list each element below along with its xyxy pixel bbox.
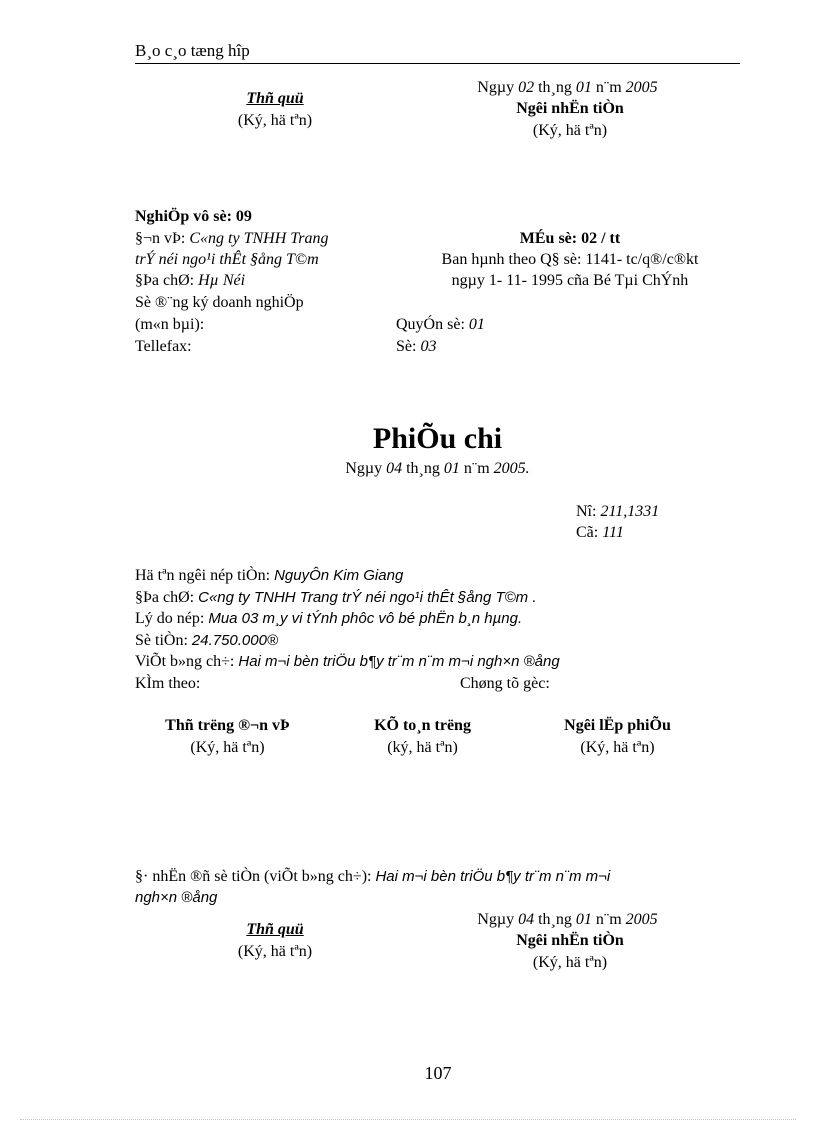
date-label: Ngµy [477, 79, 515, 96]
date-month: 01 [575, 79, 592, 96]
form-number: MÉu sè: 02 / tt [519, 230, 621, 247]
page-edge-divider [20, 1119, 796, 1120]
address-label: §Þa chØ: [135, 272, 195, 289]
header-rule [135, 63, 740, 64]
number-label: Sè: [396, 338, 417, 355]
date-year: 2005 [625, 79, 658, 96]
date-year: 2005. [493, 460, 530, 477]
receiver-title: Ngêi nhËn tiÒn [516, 100, 624, 117]
reason-label: Lý do nép: [135, 610, 205, 627]
treasurer-title: Thñ quü [246, 921, 304, 938]
bottom-date [460, 911, 675, 929]
amount-value: 24.750.000® [191, 632, 279, 649]
issued-by-line-1: Ban hµnh theo Q§ sè: 1141- tc/q®/c®kt [441, 251, 699, 268]
date-day: 04 [518, 911, 535, 928]
voucher-date [300, 460, 575, 478]
treasurer-title: Thñ quü [246, 90, 304, 107]
date-label: n¨m [595, 911, 622, 928]
receiver-sign-note: (Ký, hä tªn) [532, 122, 608, 139]
company-address [135, 272, 245, 290]
received-label: §· nhËn ®ñ sè tiÒn (viÕt b»ng ch÷): [135, 868, 372, 885]
signature-note-director: (Ký, hä tªn) [190, 739, 265, 756]
date-label: n¨m [595, 79, 622, 96]
unit-line-2: trÝ néi ngo¹i thÊt §ång T©m [135, 251, 319, 268]
address-value: C«ng ty TNHH Trang trÝ néi ngo¹i thÊt §ång T©m . [198, 589, 537, 606]
number-value: 03 [420, 338, 437, 355]
received-line-2: ngh×n ®ång [135, 889, 218, 906]
receiver-title: Ngêi nhËn tiÒn [516, 932, 624, 949]
unit-line-1 [135, 230, 329, 248]
detail-address-line [135, 589, 537, 607]
signature-note-preparer: (Ký, hä tªn) [580, 739, 655, 756]
unit-label: §¬n vÞ: [135, 230, 186, 247]
date-label: th¸ng [538, 79, 572, 96]
running-title: B¸o c¸o tæng hîp [135, 41, 250, 60]
top-date [460, 79, 675, 97]
received-line-1 [135, 868, 610, 886]
reason-value: Mua 03 m¸y vi tÝnh phôc vô bé phËn b¸n hµng. [208, 610, 523, 627]
address-label: §Þa chØ: [135, 589, 195, 606]
book-label: QuyÓn sè: [396, 316, 465, 333]
voucher-number [396, 338, 436, 356]
date-label: th¸ng [538, 911, 572, 928]
date-day: 02 [518, 79, 535, 96]
date-label: Ngµy [477, 911, 515, 928]
credit-account [576, 524, 624, 542]
debit-label: Nî: [576, 503, 597, 520]
reason-line [135, 610, 522, 628]
payee-value: NguyÔn Kim Giang [274, 567, 404, 584]
voucher-title: PhiÕu chi [372, 422, 503, 455]
date-year: 2005 [625, 911, 658, 928]
receiver-sign-note: (Ký, hä tªn) [532, 954, 608, 971]
date-month: 01 [443, 460, 460, 477]
payee-line [135, 567, 403, 585]
debit-value: 211,1331 [600, 503, 660, 520]
book-value: 01 [468, 316, 485, 333]
date-month: 01 [575, 911, 592, 928]
signature-title-director: Thñ trëng ®¬n vÞ [165, 717, 290, 734]
profession-number: NghiÖp vô sè: 09 [135, 208, 252, 225]
page-number: 107 [424, 1063, 452, 1083]
date-label: n¨m [463, 460, 490, 477]
treasurer-sign-note: (Ký, hä tªn) [237, 112, 313, 129]
words-value: Hai m¬i bèn triÖu b¶y tr¨m n¨m m¬i ngh×n ®ång [238, 653, 560, 670]
unit-value: C«ng ty TNHH Trang [189, 230, 329, 247]
payee-label: Hä tªn ngêi nép tiÒn: [135, 567, 271, 584]
address-value: Hµ Néi [198, 272, 246, 289]
treasurer-sign-note: (Ký, hä tªn) [237, 943, 313, 960]
book-number [396, 316, 485, 334]
original-documents-label: Chøng tõ gèc: [460, 675, 550, 692]
registration-line-1: Sè ®¨ng ký doanh nghiÖp [135, 294, 304, 311]
words-line [135, 653, 560, 671]
date-day: 04 [386, 460, 403, 477]
credit-label: Cã: [576, 524, 599, 541]
debit-account [576, 503, 659, 521]
signature-title-preparer: Ngêi lËp phiÕu [564, 717, 671, 734]
issued-by-line-2: ngµy 1- 11- 1995 cña Bé Tµi ChÝnh [451, 272, 689, 289]
signature-title-chief-accountant: KÕ to¸n trëng [374, 717, 471, 734]
signature-note-chief-accountant: (ký, hä tªn) [387, 739, 458, 756]
fax-label: Tellefax: [135, 338, 192, 355]
amount-line [135, 632, 278, 650]
date-label: Ngµy [345, 460, 383, 477]
attachments-label: KÌm theo: [135, 675, 201, 692]
received-value: Hai m¬i bèn triÖu b¶y tr¨m n¨m m¬i [375, 868, 611, 885]
registration-line-2: (m«n bµi): [135, 316, 205, 333]
amount-label: Sè tiÒn: [135, 632, 188, 649]
date-label: th¸ng [406, 460, 440, 477]
words-label: ViÕt b»ng ch÷: [135, 653, 235, 670]
credit-value: 111 [602, 524, 624, 541]
